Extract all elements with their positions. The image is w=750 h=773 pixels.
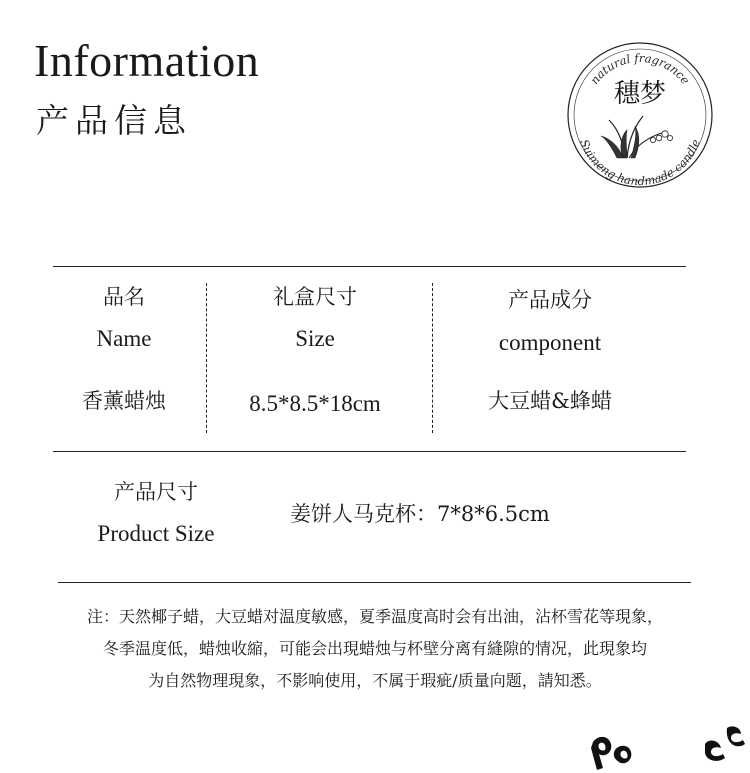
note-line-1: 注：天然椰子蜡，大豆蜡对温度敏感，夏季温度高时会有出油，沾杯雪花等現象， [86, 607, 663, 626]
name-label-en: Name [96, 326, 152, 351]
product-size-label-en: Product Size [97, 521, 215, 546]
component-label-zh: 产品成分 [508, 288, 592, 312]
logo-ring-bottom: Suimeng handmade candle [577, 137, 703, 189]
table-top-rule [53, 266, 686, 267]
column-divider-1 [206, 283, 207, 433]
size-value: 8.5*8.5*18cm [249, 391, 381, 416]
logo-brand: 穗梦 [613, 79, 667, 109]
name-value: 香薰蜡烛 [82, 389, 166, 413]
product-size-value: 姜饼人马克杯：7*8*6.5cm [290, 502, 550, 526]
note-line-2: 冬季温度低，蜡烛收縮，可能会出現蜡烛与杯壁分离有縫隙的情况，此現象均 [102, 639, 647, 658]
logo-ring-top: natural fragrance [587, 50, 693, 87]
title-en: Information [34, 35, 260, 86]
product-size-label-zh: 产品尺寸 [114, 480, 198, 504]
brand-logo [565, 40, 715, 190]
column-divider-2 [432, 283, 433, 433]
size-label-zh: 礼盒尺寸 [273, 285, 357, 309]
note-line-3: 为自然物理現象，不影响使用，不属于瑕疵/质量向题，請知悉。 [148, 671, 602, 690]
lily-of-the-valley-icon [601, 116, 673, 158]
corner-decoration-stamp [585, 722, 750, 773]
component-value: 大豆蜡&蜂蜡 [488, 389, 612, 413]
table-bottom-rule [58, 582, 691, 583]
component-label-en: component [498, 330, 602, 355]
name-label-zh: 品名 [103, 285, 145, 309]
title-zh: 产品信息 [36, 101, 192, 140]
table-middle-rule [53, 451, 686, 452]
size-label-en: Size [295, 326, 335, 351]
